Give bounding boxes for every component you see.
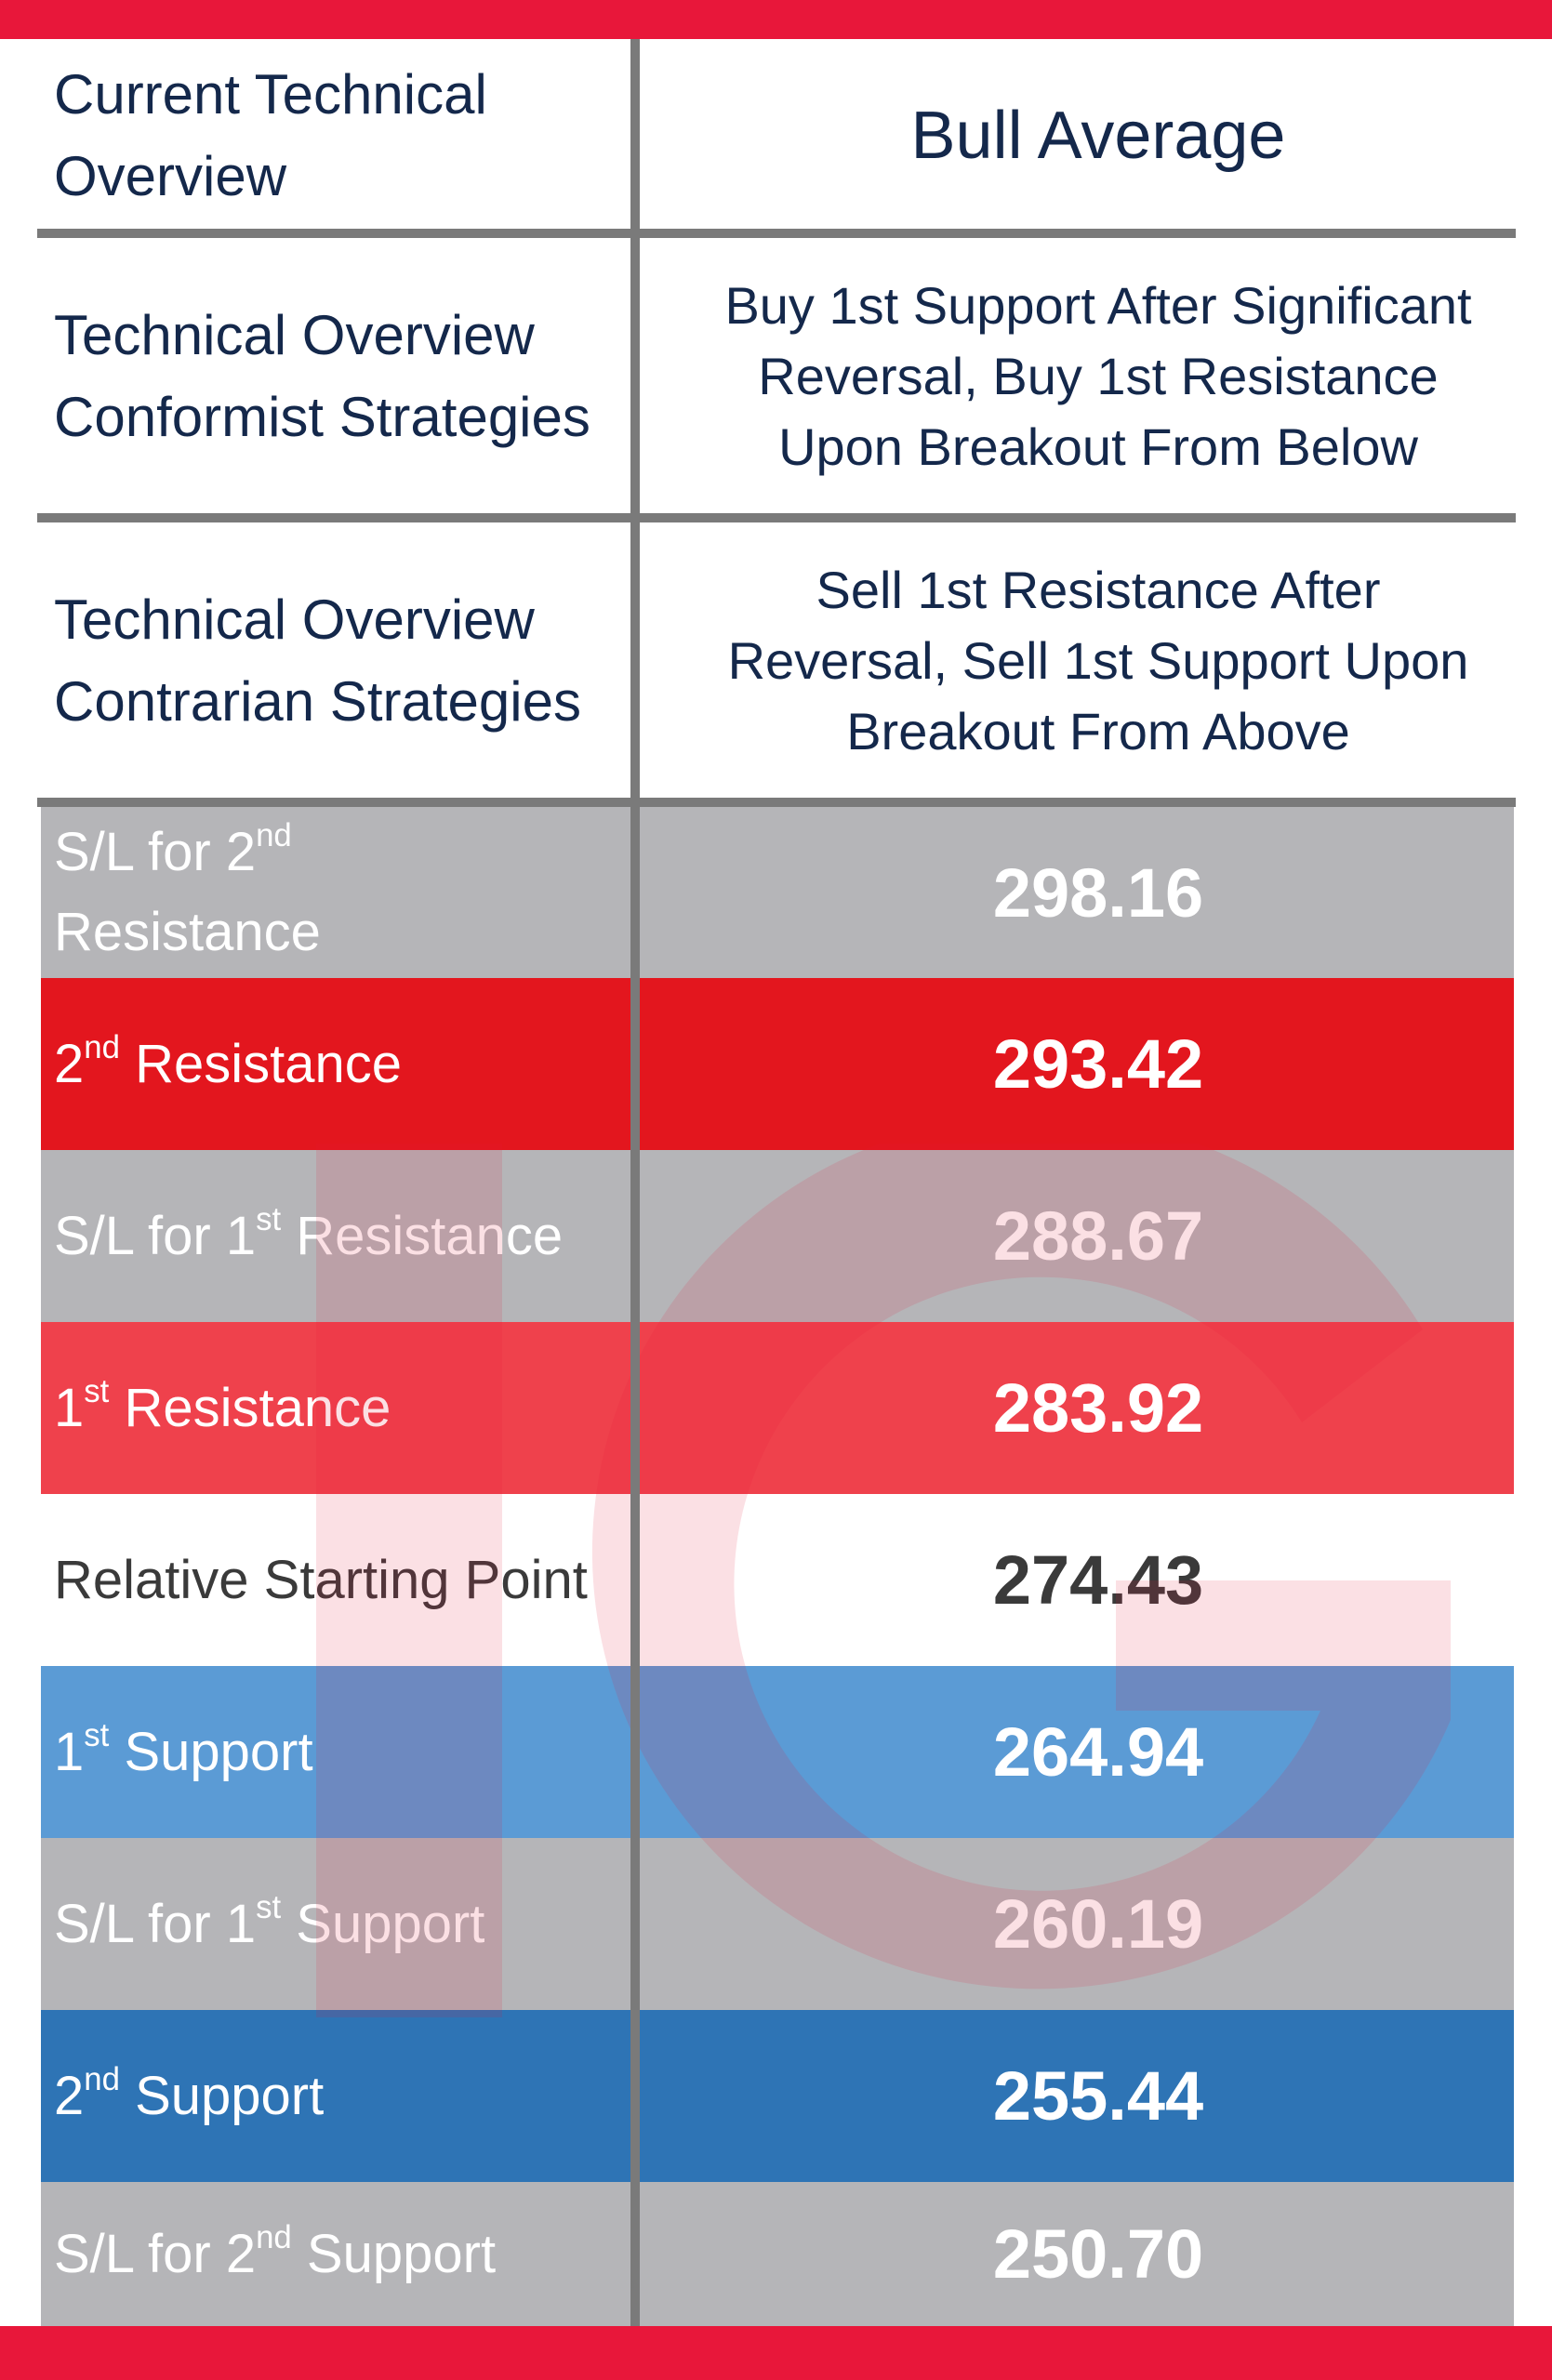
level-value: 298.16	[992, 853, 1204, 932]
level-value: 293.42	[992, 1025, 1204, 1103]
level-label: S/L for 2nd Resistance	[54, 816, 321, 962]
level-row	[41, 1322, 1514, 1494]
divider	[37, 513, 1516, 522]
overview-row	[41, 39, 1514, 232]
level-value: 288.67	[992, 1197, 1204, 1275]
divider	[37, 229, 1516, 238]
conformist-value: Buy 1st Support After Significant Reversal, Buy 1st Resistance Upon Breakout From Below	[724, 276, 1472, 476]
level-row	[41, 2182, 1514, 2326]
contrarian-label: Technical Overview Contrarian Strategies	[54, 588, 581, 733]
level-value: 274.43	[992, 1541, 1204, 1619]
level-row	[41, 1838, 1514, 2010]
top-accent-bar	[0, 0, 1552, 39]
level-value: 264.94	[992, 1713, 1204, 1791]
level-value: 255.44	[992, 2057, 1204, 2135]
contrarian-value: Sell 1st Resistance After Reversal, Sell 1st Support Upon Breakout From Above	[727, 561, 1469, 760]
level-value: 250.70	[992, 2215, 1204, 2293]
level-row	[41, 978, 1514, 1150]
level-value: 260.19	[992, 1885, 1204, 1963]
level-label: 2nd Support	[54, 2060, 325, 2126]
level-row	[41, 1494, 1514, 1666]
level-label: S/L for 2nd Support	[54, 2218, 497, 2284]
overview-label: Current Technical Overview	[54, 63, 487, 207]
contrarian-row	[41, 522, 1514, 800]
level-label: S/L for 1st Resistance	[54, 1200, 564, 1266]
level-row	[41, 2010, 1514, 2182]
conformist-row	[41, 238, 1514, 515]
level-label: Relative Starting Point	[54, 1550, 588, 1610]
conformist-label: Technical Overview Conformist Strategies	[54, 304, 590, 448]
divider	[37, 798, 1516, 807]
column-divider	[630, 39, 640, 2326]
level-label: 1st Support	[54, 1716, 313, 1782]
level-row	[41, 807, 1514, 978]
level-row	[41, 1150, 1514, 1322]
overview-value: Bull Average	[910, 99, 1286, 173]
level-row	[41, 1666, 1514, 1838]
level-label: S/L for 1st Support	[54, 1888, 485, 1954]
bottom-accent-bar	[0, 2326, 1552, 2380]
level-value: 283.92	[992, 1369, 1204, 1447]
level-label: 1st Resistance	[54, 1372, 391, 1438]
level-label: 2nd Resistance	[54, 1028, 403, 1094]
